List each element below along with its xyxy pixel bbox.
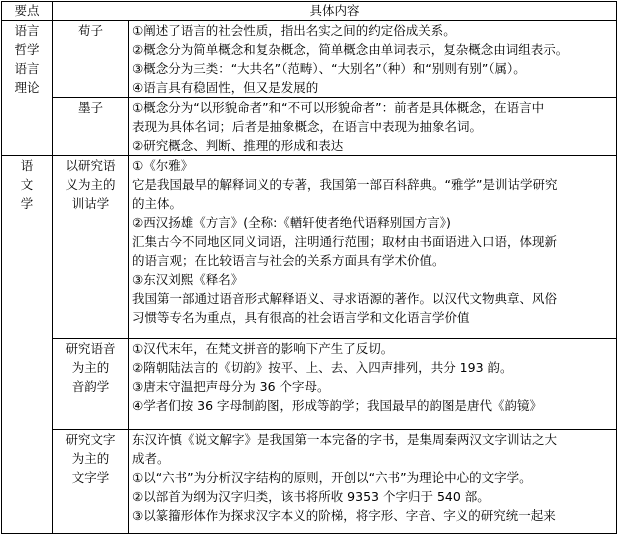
person-line: 以研究语: [65, 158, 116, 173]
person-cell-philology-script: [53, 430, 129, 534]
content-line: ③东汉刘熙《释名》: [132, 272, 244, 287]
topic-cell-philology: [2, 156, 53, 534]
person-line: 研究文字: [65, 432, 116, 447]
header-row: [2, 2, 617, 21]
person-line: 为主的: [71, 451, 110, 466]
header-topic: 要点: [2, 2, 53, 21]
content-line: ①《尔雅》: [132, 158, 194, 173]
content-line: ①以“六书”为分析汉字结构的原则，开创以“六书”为理论中心的文字学。: [132, 470, 532, 485]
content-cell-exegesis: [129, 156, 617, 339]
content-line: 表现为具体名词；后者是抽象概念，在语言中表现为抽象名词。: [132, 119, 483, 134]
table-row: [2, 339, 617, 430]
content-line: 的语言观；在比较语言与社会的关系方面具有学术价值。: [132, 253, 445, 268]
content-line: ②西汉扬雄《方言》(全称:《輶轩使者绝代语释别国方言》): [132, 215, 451, 230]
content-line: ②隋朝陆法言的《切韵》按平、上、去、入四声排列，共分 193 韵。: [132, 360, 513, 375]
content-line: ①汉代末年，在梵文拼音的影响下产生了反切。: [132, 341, 394, 356]
table-row: [2, 21, 617, 98]
summary-table: [1, 1, 617, 534]
table-row: [2, 98, 617, 156]
content-line: 汇集古今不同地区同义词语，注明通行范围；取材由书面语进入口语，体现新: [132, 234, 558, 249]
person-line: 音韵学: [71, 379, 110, 394]
topic-line: 语: [20, 158, 34, 173]
person-cell-mozi: 墨子: [53, 98, 129, 156]
content-line: ②研究概念、判断、推理的形成和表达: [132, 138, 344, 153]
content-line: ④学者们按 36 字母制韵图，形成等韵学；我国最早的韵图是唐代《韵镜》: [132, 398, 543, 413]
content-line: ③以篆籀形体作为探求汉字本义的阶梯，将字形、字音、字义的研究统一起来: [132, 508, 556, 523]
header-content: 具体内容: [53, 2, 617, 21]
topic-line: 学: [20, 196, 34, 211]
person-line: 训诂学: [71, 196, 110, 211]
content-cell-phonology: [129, 339, 617, 430]
content-line: 的主体。: [132, 196, 183, 211]
content-line: ②以部首为纲为汉字归类，该书将所收 9353 个字归于 540 部。: [132, 489, 490, 504]
content-line: ③概念分为三类：“大共名”（范畴）、“大别名”（种）和“别则有别”（属）。: [132, 61, 526, 76]
content-line: ①阐述了语言的社会性质，指出名实之间的约定俗成关系。: [132, 23, 456, 38]
content-cell-mozi: [129, 98, 617, 156]
content-line: ①概念分为“以形貌命者”和“不可以形貌命者”：前者是具体概念，在语言中: [132, 100, 545, 115]
person-line: 为主的: [71, 360, 110, 375]
table-row: [2, 430, 617, 534]
content-line: ②概念分为简单概念和复杂概念，简单概念由单词表示，复杂概念由词组表示。: [132, 42, 569, 57]
topic-line: 理论: [14, 80, 40, 95]
topic-cell-philosophy: [2, 21, 53, 156]
person-cell-exegesis: [53, 156, 129, 339]
content-line: 习惯等专名为重点，具有很高的社会语言学和文化语言学价值: [132, 310, 470, 325]
person-line: 文字学: [71, 470, 110, 485]
content-line: ③唐末守温把声母分为 36 个字母。: [132, 379, 330, 394]
content-line: 我国第一部通过语音形式解释语义、寻求语源的著作。以汉代文物典章、风俗: [132, 291, 558, 306]
content-line: 它是我国最早的解释词义的专著，我国第一部百科辞典。“雅学”是训诂学研究: [132, 177, 558, 192]
person-cell-xunzi: 荀子: [53, 21, 129, 98]
content-line: 东汉许慎《说文解字》是我国第一本完备的字书，是集周秦两汉文字训诂之大: [132, 432, 558, 447]
content-cell-xunzi: [129, 21, 617, 98]
content-line: 成者。: [132, 451, 170, 466]
person-line: 研究语音: [65, 341, 116, 356]
person-line: 义为主的: [65, 177, 116, 192]
topic-line: 语言: [14, 61, 40, 76]
person-cell-phonology: [53, 339, 129, 430]
topic-line: 语言: [14, 23, 40, 38]
content-line: ④语言具有稳固性，但又是发展的: [132, 80, 319, 95]
table-row: [2, 156, 617, 339]
topic-line: 哲学: [14, 42, 40, 57]
content-cell-script: [129, 430, 617, 534]
topic-line: 文: [20, 177, 34, 192]
